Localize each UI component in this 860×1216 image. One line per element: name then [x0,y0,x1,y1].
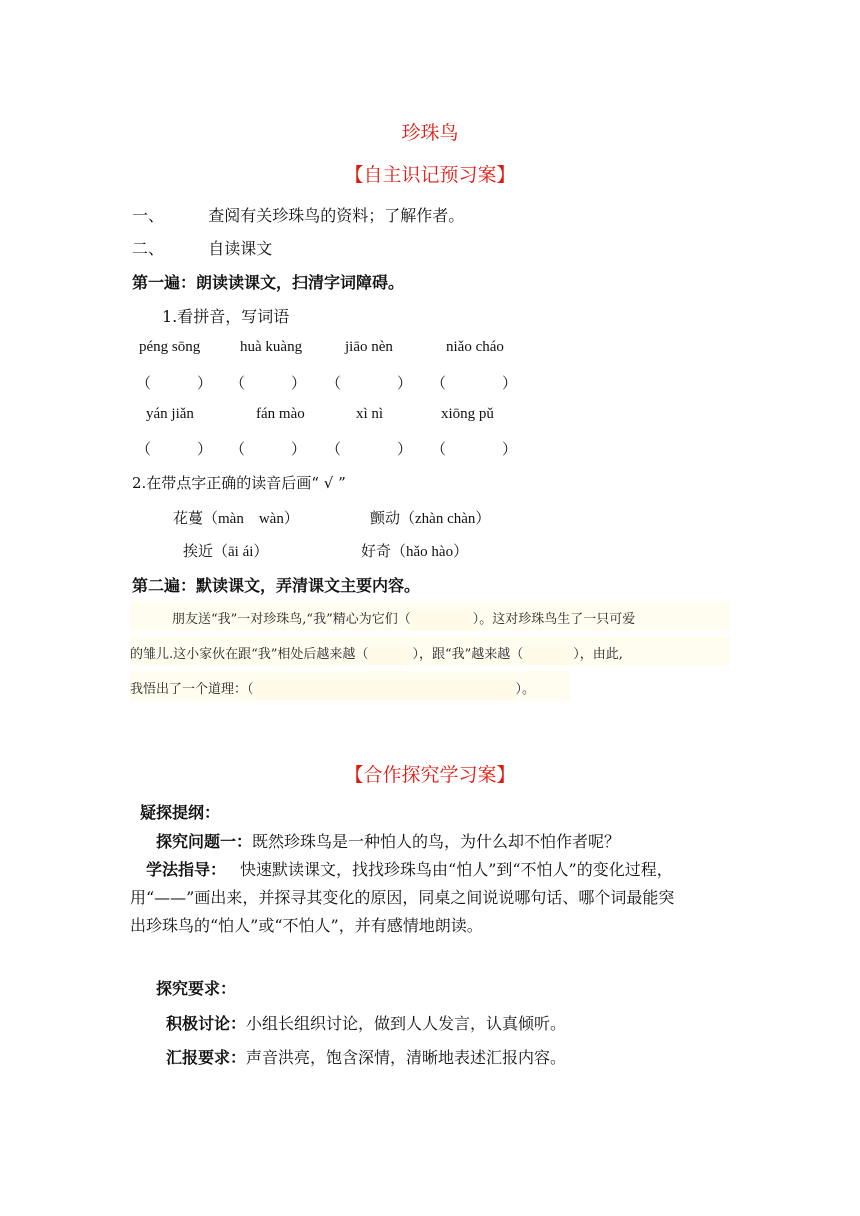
blank-2[interactable]: （ ） [230,374,307,392]
outline-label: 疑探提纲： [140,803,221,822]
item-1-text: 查阅有关珍珠鸟的资料；了解作者。 [208,206,465,225]
summary-blank-3[interactable] [523,645,573,665]
blank-6[interactable]: （ ） [230,440,307,458]
pinyin-7: xì nì [356,406,384,422]
summary-line-2: 的雏儿.这小家伙在跟“我”相处后越来越（ ），跟“我”越来越（ ），由此, [130,643,623,665]
reading-1: 花蔓（màn wàn） [173,509,299,527]
section-heading-inquiry: 【合作探究学习案】 [344,764,516,786]
item-2-number: 二、 [132,239,165,258]
summary-blank-2[interactable] [368,645,412,665]
summary-line-1: 朋友送“我”一对珍珠鸟,“我”精心为它们（ ）。这对珍珠鸟生了一只可爱 [172,608,635,630]
blank-8[interactable]: （ ） [431,440,518,458]
pinyin-3: jiāo nèn [345,339,393,355]
pass2-heading: 第二遍：默读课文，弄清课文主要内容。 [132,576,421,595]
method-line-2: 用“——”画出来，并探寻其变化的原因，同桌之间说说哪句话、哪个词最能突 [130,888,675,907]
summary-blank-1[interactable] [411,610,473,630]
pinyin-8: xiōng pǔ [441,406,494,422]
blank-3[interactable]: （ ） [326,374,413,392]
reading-2: 颤动（zhàn chàn） [370,509,491,527]
reading-3: 挨近（āi ái） [183,542,269,560]
method-line-3: 出珍珠鸟的“怕人”或“不怕人”，并有感情地朗读。 [130,916,483,935]
reading-4: 好奇（hǎo hào） [361,542,469,560]
item-1 [132,203,464,226]
pinyin-2: huà kuàng [240,339,303,355]
requirements-label: 探究要求： [156,979,237,998]
task1-label: 1.看拼音，写词语 [162,307,290,326]
item-2 [132,236,272,259]
blank-4[interactable]: （ ） [431,374,518,392]
item-2-text: 自读课文 [208,239,273,258]
blank-1[interactable]: （ ） [136,374,213,392]
discussion-requirement: 积极讨论：小组长组织讨论，做到人人发言，认真倾听。 [166,1014,567,1033]
task2-label: 2.在带点字正确的读音后画“ √ ” [132,474,346,492]
pinyin-4: niǎo cháo [446,339,504,355]
pass1-heading: 第一遍：朗读读课文，扫清字词障碍。 [132,273,405,292]
pinyin-6: fán mào [256,406,305,422]
section-heading-preview: 【自主识记预习案】 [344,164,516,186]
blank-5[interactable]: （ ） [136,440,213,458]
item-1-number: 一、 [132,206,165,225]
question-1: 探究问题一：既然珍珠鸟是一种怕人的鸟，为什么却不怕作者呢？ [156,832,621,851]
pinyin-5: yán jiǎn [146,406,194,422]
summary-line-3: 我悟出了一个道理：（ ）。 [130,678,535,700]
blank-7[interactable]: （ ） [326,440,413,458]
report-requirement: 汇报要求：声音洪亮，饱含深情，清晰地表述汇报内容。 [166,1048,567,1067]
method-line-1: 学法指导： 快速默读课文，找找珍珠鸟由“怕人”到“不怕人”的变化过程， [146,860,673,879]
summary-blank-4[interactable] [254,680,516,700]
page-title: 珍珠鸟 [401,122,459,144]
pinyin-1: péng sōng [139,339,201,355]
